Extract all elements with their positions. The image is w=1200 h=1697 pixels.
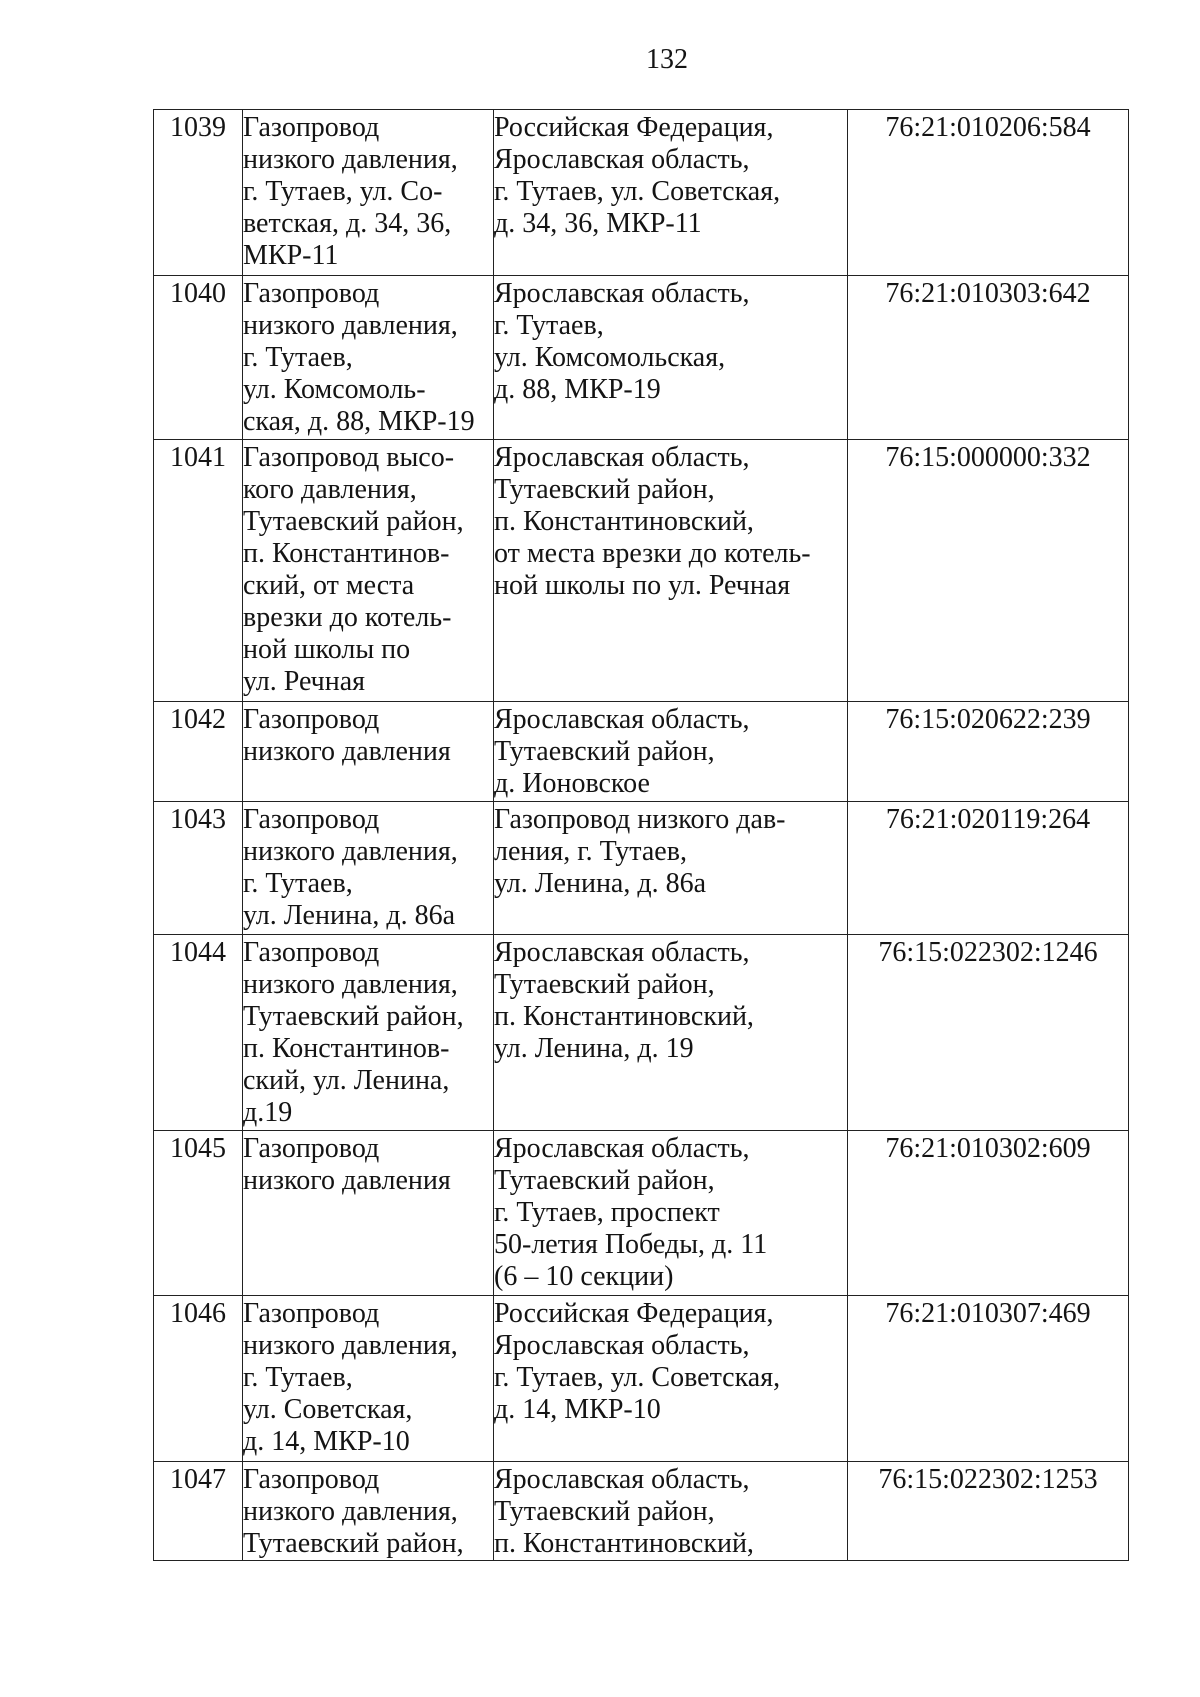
address-cell: Российская Федерация, Ярославская область, г. Тутаев, ул. Советская, д. 14, МКР-10 (494, 1296, 848, 1462)
table-row (154, 1462, 1129, 1561)
table-row (154, 276, 1129, 440)
row-number-cell: 1045 (154, 1131, 243, 1296)
cadastral-number-cell: 76:21:020119:264 (848, 802, 1129, 935)
table-row (154, 935, 1129, 1131)
object-name-cell: Газопровод низкого давления, г. Тутаев, ул. Комсомоль- ская, д. 88, МКР-19 (243, 276, 494, 440)
table-row (154, 702, 1129, 802)
table-row (154, 440, 1129, 702)
cadastral-number-cell: 76:21:010307:469 (848, 1296, 1129, 1462)
row-number-cell: 1047 (154, 1462, 243, 1561)
cadastral-number-cell: 76:21:010206:584 (848, 110, 1129, 276)
cadastral-number-cell: 76:15:000000:332 (848, 440, 1129, 702)
address-cell: Российская Федерация, Ярославская область, г. Тутаев, ул. Советская, д. 34, 36, МКР-11 (494, 110, 848, 276)
row-number-cell: 1043 (154, 802, 243, 935)
object-name-cell: Газопровод низкого давления, Тутаевский район, (243, 1462, 494, 1561)
table-row (154, 110, 1129, 276)
row-number-cell: 1046 (154, 1296, 243, 1462)
object-name-cell: Газопровод низкого давления, г. Тутаев, ул. Ленина, д. 86а (243, 802, 494, 935)
row-number-cell: 1039 (154, 110, 243, 276)
registry-table (153, 109, 1129, 1561)
address-cell: Ярославская область, Тутаевский район, п. Константиновский, ул. Ленина, д. 19 (494, 935, 848, 1131)
cadastral-number-cell: 76:15:020622:239 (848, 702, 1129, 802)
address-cell: Ярославская область, Тутаевский район, п. Константиновский, от места врезки до котель- ной школы по ул. Речная (494, 440, 848, 702)
row-number-cell: 1040 (154, 276, 243, 440)
address-cell: Ярославская область, Тутаевский район, д. Ионовское (494, 702, 848, 802)
cadastral-number-cell: 76:15:022302:1246 (848, 935, 1129, 1131)
address-cell: Ярославская область, г. Тутаев, ул. Комсомольская, д. 88, МКР-19 (494, 276, 848, 440)
object-name-cell: Газопровод высо- кого давления, Тутаевский район, п. Константинов- ский, от места врезки до котель- ной школы по ул. Речная (243, 440, 494, 702)
address-cell: Ярославская область, Тутаевский район, п. Константиновский, (494, 1462, 848, 1561)
row-number-cell: 1042 (154, 702, 243, 802)
page-number: 132 (646, 44, 688, 75)
address-cell: Ярославская область, Тутаевский район, г. Тутаев, проспект 50-летия Победы, д. 11 (6 – 10 секции) (494, 1131, 848, 1296)
row-number-cell: 1044 (154, 935, 243, 1131)
object-name-cell: Газопровод низкого давления, Тутаевский район, п. Константинов- ский, ул. Ленина, д.19 (243, 935, 494, 1131)
object-name-cell: Газопровод низкого давления, г. Тутаев, ул. Со- ветская, д. 34, 36, МКР-11 (243, 110, 494, 276)
object-name-cell: Газопровод низкого давления, г. Тутаев, ул. Советская, д. 14, МКР-10 (243, 1296, 494, 1462)
object-name-cell: Газопровод низкого давления (243, 1131, 494, 1296)
cadastral-number-cell: 76:21:010302:609 (848, 1131, 1129, 1296)
table-row (154, 1296, 1129, 1462)
object-name-cell: Газопровод низкого давления (243, 702, 494, 802)
table-row (154, 1131, 1129, 1296)
row-number-cell: 1041 (154, 440, 243, 702)
cadastral-number-cell: 76:21:010303:642 (848, 276, 1129, 440)
cadastral-number-cell: 76:15:022302:1253 (848, 1462, 1129, 1561)
address-cell: Газопровод низкого дав- ления, г. Тутаев, ул. Ленина, д. 86а (494, 802, 848, 935)
table-row (154, 802, 1129, 935)
